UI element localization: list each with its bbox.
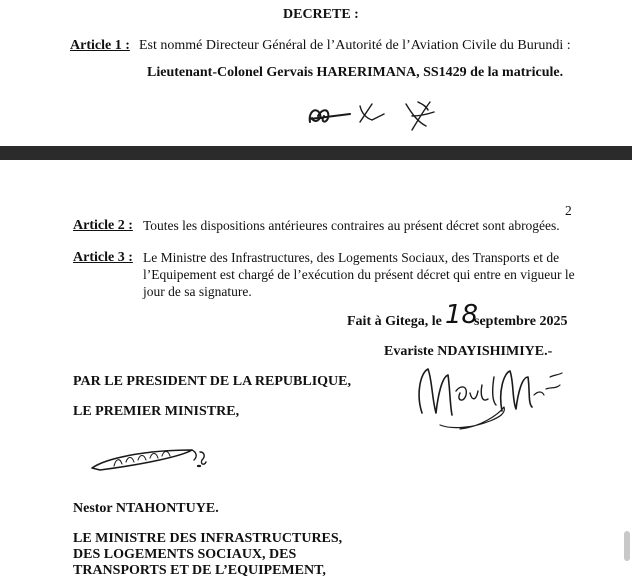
premier-ministre-signature <box>86 438 216 478</box>
article-2-text: Toutes les dispositions antérieures contraires au présent décret sont abrogées. <box>143 218 560 233</box>
page-number: 2 <box>565 203 572 218</box>
initials-signatures <box>300 92 450 136</box>
article-3-label: Article 3 : <box>73 250 133 265</box>
page-separator <box>0 146 632 160</box>
appointee-name: Lieutenant-Colonel Gervais HARERIMANA, SS1429 de la matricule. <box>147 65 564 80</box>
article-1-text: Est nommé Directeur Général de l’Autorité de l’Aviation Civile du Burundi : <box>139 38 571 53</box>
article-3-line-3: jour de sa signature. <box>143 284 252 299</box>
premier-ministre-name: Nestor NTAHONTUYE. <box>73 501 219 516</box>
document-page-2 <box>0 160 632 578</box>
scrollbar-thumb[interactable] <box>624 531 630 561</box>
place-date-prefix: Fait à Gitega, le <box>347 314 442 329</box>
handwritten-day: 18 <box>445 300 479 330</box>
minister-title-line-2: DES LOGEMENTS SOCIAUX, DES <box>73 547 297 562</box>
article-3-line-2: l’Equipement est chargé de l’exécution du présent décret qui entre en vigueur le <box>143 267 575 282</box>
article-3-line-1: Le Ministre des Infrastructures, des Logements Sociaux, des Transports et de <box>143 250 560 265</box>
par-le-president: PAR LE PRESIDENT DE LA REPUBLIQUE, <box>73 374 351 389</box>
decree-heading: DECRETE : <box>283 7 359 22</box>
president-name: Evariste NDAYISHIMIYE.- <box>384 344 553 359</box>
place-date-suffix: septembre 2025 <box>474 314 568 329</box>
scrollbar[interactable] <box>624 161 630 565</box>
document-page-1 <box>0 0 632 146</box>
article-2-label: Article 2 : <box>73 218 133 233</box>
minister-title-line-1: LE MINISTRE DES INFRASTRUCTURES, <box>73 531 343 546</box>
president-signature <box>410 355 570 435</box>
article-1-label: Article 1 : <box>70 38 130 53</box>
minister-title-line-3: TRANSPORTS ET DE L’EQUIPEMENT, <box>73 563 326 578</box>
premier-ministre-title: LE PREMIER MINISTRE, <box>73 404 240 419</box>
